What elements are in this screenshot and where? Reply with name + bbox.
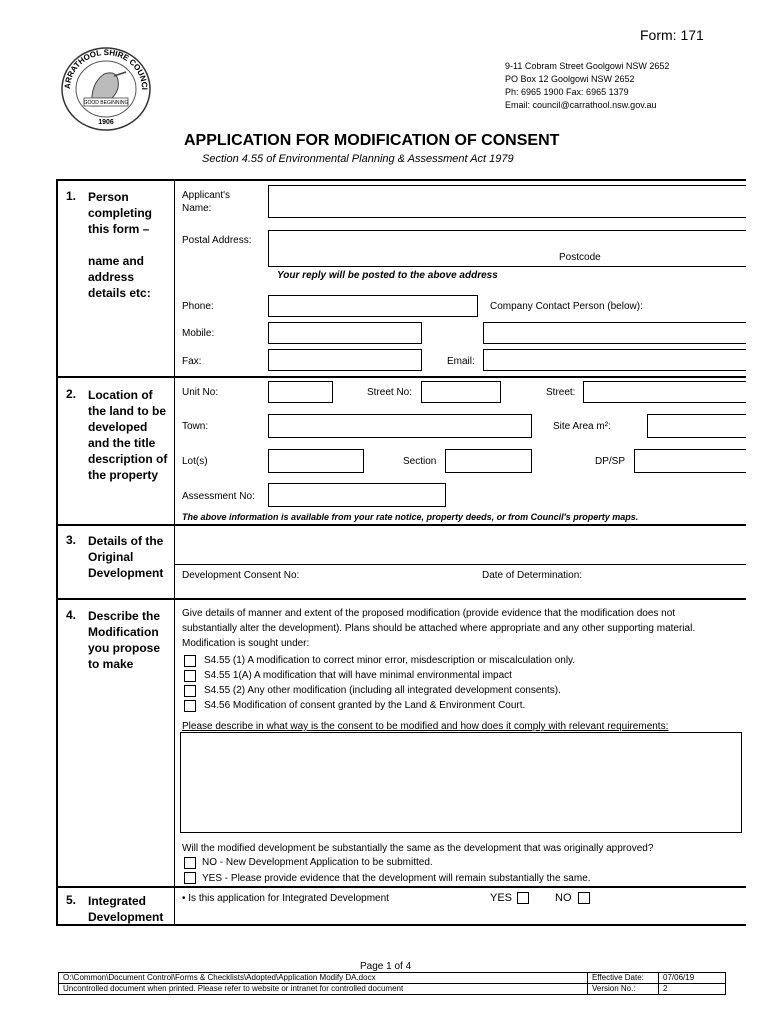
same-question: Will the modified development be substantially the same as the development that was originally approved? [182, 843, 654, 854]
applicant-name-field[interactable] [268, 185, 746, 218]
dpsp-field[interactable] [634, 449, 746, 473]
svg-text:1906: 1906 [98, 119, 114, 126]
description-field[interactable] [175, 528, 746, 562]
effective-date-label: Effective Date: [588, 973, 659, 984]
page-title: APPLICATION FOR MODIFICATION OF CONSENT [184, 132, 560, 149]
address-line: Email: council@carrathool.nsw.gov.au [505, 100, 657, 110]
council-address [505, 60, 669, 112]
town-label: Town: [182, 421, 209, 432]
section-divider [57, 886, 746, 888]
integrated-yes-label: YES [490, 892, 513, 904]
email-label: Email: [447, 356, 475, 367]
site-area-label: Site Area m²: [553, 421, 611, 432]
section-divider [57, 598, 746, 600]
info-note: The above information is available from your rate notice, property deeds, or from Council's property maps. [182, 512, 639, 522]
assessment-no-field[interactable] [268, 483, 446, 507]
fax-label: Fax: [182, 356, 202, 367]
postal-address-label: Postal Address: [182, 235, 252, 246]
section-title: Person completing this form – name and address details etc: [88, 190, 153, 300]
svg-text:GOOD BEGINNING: GOOD BEGINNING [83, 100, 129, 106]
page-number: Page 1 of 4 [360, 961, 412, 972]
section-number: 1. [66, 189, 77, 203]
version-label: Version No.: [588, 984, 659, 995]
section-title: Describe the Modification you propose to make [88, 609, 161, 671]
option-label: S4.55 1(A) A modification that will have minimal environmental impact [204, 670, 512, 681]
yes-checkbox[interactable] [184, 872, 196, 884]
modification-description-textarea[interactable] [180, 732, 742, 833]
site-area-field[interactable] [647, 414, 746, 438]
applicant-name-label: Applicant's Name: [182, 190, 231, 214]
version-value: 2 [659, 984, 726, 995]
document-control-table [58, 972, 726, 995]
mobile-label: Mobile: [182, 328, 215, 339]
no-checkbox[interactable] [184, 857, 196, 869]
determination-date-label: Date of Determination: [482, 570, 583, 581]
option-label: S4.55 (1) A modification to correct minor error, misdescription or miscalculation only. [204, 655, 576, 666]
effective-date-value: 07/06/19 [659, 973, 726, 984]
postcode-label: Postcode [559, 252, 601, 263]
street-no-label: Street No: [367, 387, 413, 398]
option-checkbox-s456[interactable] [184, 700, 196, 712]
section-number: 5. [66, 893, 77, 907]
integrated-question: • Is this application for Integrated Development [182, 893, 389, 904]
company-contact-label: Company Contact Person (below): [490, 301, 643, 312]
section-divider [57, 376, 746, 378]
yes-option-label: YES - Please provide evidence that the development will remain substantially the same. [202, 873, 591, 884]
option-checkbox-s455-2[interactable] [184, 685, 196, 697]
row-divider [175, 564, 746, 565]
page-subtitle: Section 4.55 of Environmental Planning & Assessment Act 1979 [202, 153, 514, 165]
section-field[interactable] [445, 449, 532, 473]
phone-label: Phone: [182, 301, 214, 312]
company-contact-field[interactable] [483, 322, 746, 344]
section-divider [57, 524, 746, 526]
option-checkbox-s455-1[interactable] [184, 655, 196, 667]
consent-no-label: Development Consent No: [182, 570, 300, 581]
street-label: Street: [546, 387, 576, 398]
no-option-label: NO - New Development Application to be submitted. [202, 857, 433, 868]
street-no-field[interactable] [421, 381, 501, 403]
unit-no-label: Unit No: [182, 387, 219, 398]
uncontrolled-note: Uncontrolled document when printed. Please refer to website or intranet for controlled document [59, 984, 588, 995]
dpsp-label: DP/SP [595, 456, 626, 467]
assessment-no-label: Assessment No: [182, 491, 255, 502]
unit-no-field[interactable] [268, 381, 333, 403]
section-number: 2. [66, 387, 77, 401]
section-label: Section [403, 456, 437, 467]
integrated-no-label: NO [555, 892, 572, 904]
email-field[interactable] [483, 349, 746, 371]
street-field[interactable] [583, 381, 746, 403]
option-checkbox-s455-1a[interactable] [184, 670, 196, 682]
council-seal [60, 46, 152, 132]
mobile-field[interactable] [268, 322, 422, 344]
lots-label: Lot(s) [182, 456, 208, 467]
phone-field[interactable] [268, 295, 478, 317]
fax-field[interactable] [268, 349, 422, 371]
describe-label: Please describe in what way is the consent to be modified and how does it comply with relevant requirements: [182, 721, 669, 732]
form-number: Form: 171 [640, 27, 704, 43]
document-path: O:\Common\Document Control\Forms & Checklists\Adopted\Application Modify DA.docx [59, 973, 588, 984]
postal-address-field[interactable] [268, 230, 746, 267]
section-number: 4. [66, 608, 77, 622]
section-number: 3. [66, 533, 77, 547]
reply-note: Your reply will be posted to the above address [277, 270, 498, 281]
address-line: 9-11 Cobram Street Goolgowi NSW 2652 [505, 61, 670, 71]
section-title: Location of the land to be developed and the title description of the property [88, 388, 168, 482]
option-label: S4.56 Modification of consent granted by the Land & Environment Court. [204, 700, 526, 711]
section4-intro: Give details of manner and extent of the proposed modification (provide evidence that the modification does not substantially alter the development). Plans should be attached where appropriate and any other supporting material. Modification is sought under: [182, 608, 696, 649]
lots-field[interactable] [268, 449, 364, 473]
section-title: Details of the Original Development [88, 534, 164, 580]
town-field[interactable] [268, 414, 532, 438]
integrated-no-checkbox[interactable] [578, 892, 590, 904]
option-label: S4.55 (2) Any other modification (including all integrated development consents). [204, 685, 561, 696]
section-title: Integrated Development [88, 894, 164, 924]
address-line: PO Box 12 Goolgowi NSW 2652 [505, 74, 635, 84]
integrated-yes-checkbox[interactable] [517, 892, 529, 904]
address-line: Ph: 6965 1900 Fax: 6965 1379 [505, 87, 629, 97]
svg-text:CARRATHOOL SHIRE COUNCIL: ARRATHOOL SHIRE COUNCI [62, 47, 150, 91]
